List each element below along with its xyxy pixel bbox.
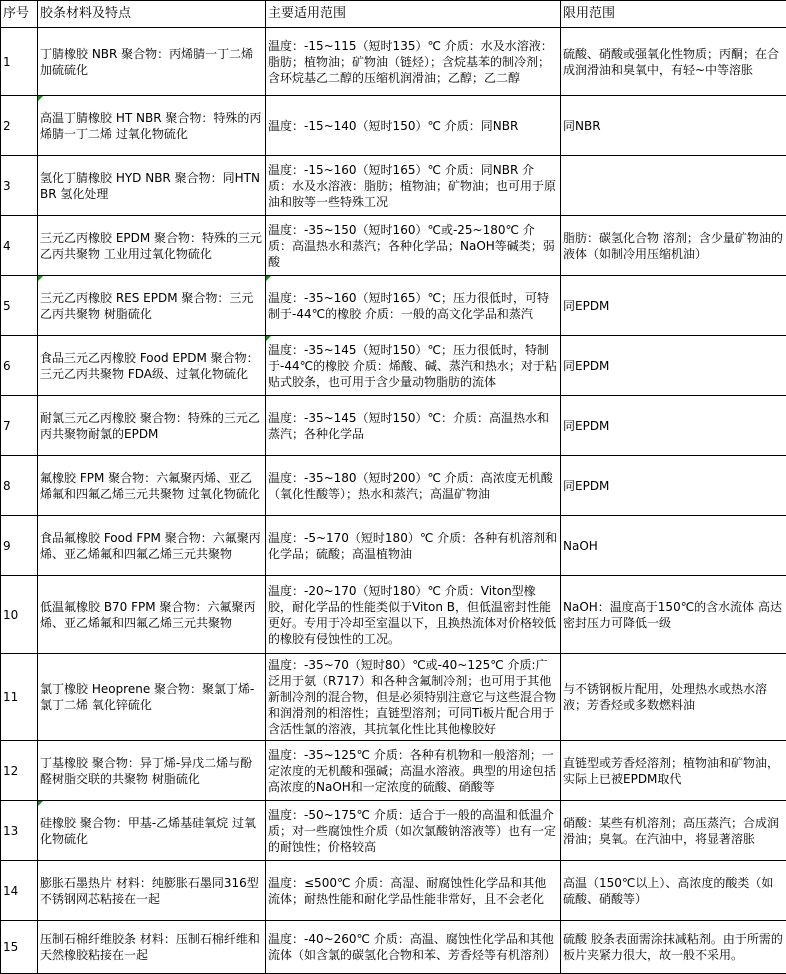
cell-scope[interactable]: 温度：-35~180（短时200）℃ 介质：高浓度无机酸（氧化性酸等）；热水和蒸汽；高温矿物油 <box>266 456 561 516</box>
cell-material[interactable]: 三元乙丙橡胶 EPDM 聚合物：特殊的三元乙丙共聚物 工业用过氧化物硫化 <box>38 216 266 276</box>
cell-scope[interactable]: 温度：-40~260℃ 介质：高温、腐蚀性化学品和其他流体（如含氯的碳氢化合物和苯、芳香烃等有机溶剂） <box>266 921 561 974</box>
cell-scope[interactable]: 温度：-20~170（短时180）℃ 介质：Viton型橡胶，耐化学品的性能类似于Viton B，但低温密封性能更好。专用于冷却至室温以下，且换热流体对价格较低的橡胶有侵蚀性的工况。 <box>266 576 561 654</box>
cell-limit[interactable]: 硫酸、硝酸或强氧化性物质；丙酮；在合成润滑油和臭氧中，有轻~中等溶胀 <box>561 28 786 96</box>
cell-limit[interactable]: NaOH <box>561 516 786 576</box>
cell-material[interactable]: 高温丁腈橡胶 HT NBR 聚合物：特殊的丙烯腈一丁二烯 过氧化物硫化 <box>38 96 266 156</box>
cell-material[interactable]: 丁腈橡胶 NBR 聚合物：丙烯腈一丁二烯 加硫硫化 <box>38 28 266 96</box>
cell-no[interactable]: 1 <box>1 28 38 96</box>
cell-no[interactable]: 8 <box>1 456 38 516</box>
header-row <box>1 1 786 28</box>
table-row <box>1 396 786 456</box>
cell-no[interactable]: 12 <box>1 741 38 801</box>
cell-limit[interactable]: 高温（150℃以上）、高浓度的酸类（如硫酸、硝酸等） <box>561 861 786 921</box>
cell-no[interactable]: 6 <box>1 336 38 396</box>
cell-limit[interactable] <box>561 156 786 216</box>
cell-limit[interactable]: 硝酸：某些有机溶剂；高压蒸汽；合成润滑油；臭氧。在汽油中，将显著溶胀 <box>561 801 786 861</box>
cell-scope[interactable]: 温度：-15~160（短时165）℃ 介质：同NBR 介质：水及水溶液：脂肪；植物油；矿物油；也可用于原油和胺等一些特殊工况 <box>266 156 561 216</box>
cell-material[interactable]: 压制石棉纤维胶条 材料：压制石棉纤维和天然橡胶粘接在一起 <box>38 921 266 974</box>
cell-material[interactable]: 氢化丁腈橡胶 HYD NBR 聚合物：同HTNBR 氢化处理 <box>38 156 266 216</box>
header-no[interactable]: 序号 <box>1 1 38 28</box>
cell-scope[interactable]: 温度：-35~125℃ 介质：各种有机物和一般溶剂；一定浓度的无机酸和强碱；高温水溶液。典型的用途包括高浓度的NaOH和一定浓度的硫酸、硝酸等 <box>266 741 561 801</box>
cell-scope[interactable]: 温度：-5~170（短时180）℃ 介质：各种有机溶剂和化学品；硫酸；高温植物油 <box>266 516 561 576</box>
header-limit[interactable]: 限用范围 <box>561 1 786 28</box>
cell-limit[interactable]: 同NBR <box>561 96 786 156</box>
cell-limit[interactable]: 同EPDM <box>561 456 786 516</box>
cell-material[interactable]: 三元乙丙橡胶 RES EPDM 聚合物：三元乙丙共聚物 树脂硫化 <box>38 276 266 336</box>
cell-no[interactable]: 11 <box>1 654 38 741</box>
table-row <box>1 741 786 801</box>
cell-limit[interactable]: 同EPDM <box>561 276 786 336</box>
table-row <box>1 216 786 276</box>
cell-limit[interactable]: NaOH：温度高于150℃的含水流体 高达密封压力可降低一级 <box>561 576 786 654</box>
cell-material[interactable]: 膨胀石墨热片 材料：纯膨胀石墨同316型不锈钢网芯粘接在一起 <box>38 861 266 921</box>
table-row <box>1 516 786 576</box>
table-row <box>1 96 786 156</box>
cell-scope[interactable]: 温度：-35~70（短时80）℃或-40~125℃ 介质:广泛用于氨（R717）和各种含氟制冷剂；也可用于其他新制冷剂的混合物，但是必须特别注意它与这些混合物和润滑剂的相溶性；直链型溶剂；可同Ti板片配合用于含活性氯的溶液，其抗氧化性比其他橡胶好 <box>266 654 561 741</box>
table-row <box>1 861 786 921</box>
table-row <box>1 336 786 396</box>
cell-no[interactable]: 9 <box>1 516 38 576</box>
table-row <box>1 801 786 861</box>
cell-scope[interactable]: 温度：-35~160（短时165）℃；压力很低时，可特制于-44℃的橡胶 介质：一般的高文化学品和蒸汽 <box>266 276 561 336</box>
cell-material[interactable]: 食品氟橡胶 Food FPM 聚合物：六氟聚丙烯、亚乙烯氟和四氟乙烯三元共聚物 <box>38 516 266 576</box>
cell-material[interactable]: 氯丁橡胶 Heoprene 聚合物：聚氯丁烯-氯丁二烯 氧化锌硫化 <box>38 654 266 741</box>
cell-scope[interactable]: 温度：-35~150（短时160）℃或-25~180℃ 介质：高温热水和蒸汽；各种化学品；NaOH等碱类；弱酸 <box>266 216 561 276</box>
table-row <box>1 576 786 654</box>
cell-limit[interactable]: 同EPDM <box>561 396 786 456</box>
cell-no[interactable]: 14 <box>1 861 38 921</box>
cell-no[interactable]: 5 <box>1 276 38 336</box>
cell-scope[interactable]: 温度：-15~115（短时135）℃ 介质：水及水溶液：脂肪；植物油；矿物油（链烃）；含烷基苯的制冷剂；含环烷基乙二醇的压缩机润滑油；乙醇；乙二醇 <box>266 28 561 96</box>
cell-material[interactable]: 丁基橡胶 聚合物：异丁烯-异戊二烯与酚醛树脂交联的共聚物 树脂硫化 <box>38 741 266 801</box>
table-row <box>1 28 786 96</box>
cell-no[interactable]: 13 <box>1 801 38 861</box>
cell-scope[interactable]: 温度：-50~175℃ 介质：适合于一般的高温和低温介质；对一些腐蚀性介质（如次氯酸钠溶液等）也有一定的耐蚀性；价格较高 <box>266 801 561 861</box>
cell-no[interactable]: 7 <box>1 396 38 456</box>
cell-no[interactable]: 4 <box>1 216 38 276</box>
header-scope[interactable]: 主要适用范围 <box>266 1 561 28</box>
cell-scope[interactable]: 温度：-15~140（短时150）℃ 介质：同NBR <box>266 96 561 156</box>
cell-limit[interactable]: 直链型或芳香烃溶剂；植物油和矿物油，实际上已被EPDM取代 <box>561 741 786 801</box>
cell-material[interactable]: 硅橡胶 聚合物：甲基-乙烯基硅氧烷 过氧化物硫化 <box>38 801 266 861</box>
cell-material[interactable]: 耐氯三元乙丙橡胶 聚合物：特殊的三元乙丙共聚物耐氯的EPDM <box>38 396 266 456</box>
table-row <box>1 456 786 516</box>
cell-limit[interactable]: 脂肪：碳氢化合物 溶剂；含少量矿物油的液体（如制冷用压缩机油） <box>561 216 786 276</box>
table-row <box>1 156 786 216</box>
cell-scope[interactable]: 温度：-35~145（短时150）℃；压力很低时，特制于-44℃的橡胶 介质：烯酸、碱、蒸汽和热水；对于粘贴式胶条，也可用于含少量动物脂肪的流体 <box>266 336 561 396</box>
cell-material[interactable]: 低温氟橡胶 B70 FPM 聚合物：六氟聚丙烯、亚乙烯氟和四氟乙烯三元共聚物 <box>38 576 266 654</box>
cell-no[interactable]: 15 <box>1 921 38 974</box>
table-row <box>1 921 786 974</box>
cell-material[interactable]: 氟橡胶 FPM 聚合物：六氟聚丙烯、亚乙烯氟和四氟乙烯三元共聚物 过氧化物硫化 <box>38 456 266 516</box>
cell-no[interactable]: 2 <box>1 96 38 156</box>
cell-scope[interactable]: 温度：-35~145（短时150）℃：介质：高温热水和蒸汽；各种化学品 <box>266 396 561 456</box>
header-material[interactable]: 胶条材料及特点 <box>38 1 266 28</box>
cell-limit[interactable]: 同EPDM <box>561 336 786 396</box>
cell-material[interactable]: 食品三元乙丙橡胶 Food EPDM 聚合物：三元乙丙共聚物 FDA级、过氧化物硫化 <box>38 336 266 396</box>
cell-limit[interactable]: 硫酸 胶条表面需涂抹减粘剂。由于所需的板片夹紧力很大，故一般不采用。 <box>561 921 786 974</box>
cell-limit[interactable]: 与不锈钢板片配用，处理热水或热水溶液；芳香烃或多数燃料油 <box>561 654 786 741</box>
cell-no[interactable]: 10 <box>1 576 38 654</box>
table-row <box>1 276 786 336</box>
table-row <box>1 654 786 741</box>
cell-no[interactable]: 3 <box>1 156 38 216</box>
cell-scope[interactable]: 温度：≤500℃ 介质：高湿、耐腐蚀性化学品和其他流体；耐热性能和耐化学品性能非常好，且不会老化 <box>266 861 561 921</box>
